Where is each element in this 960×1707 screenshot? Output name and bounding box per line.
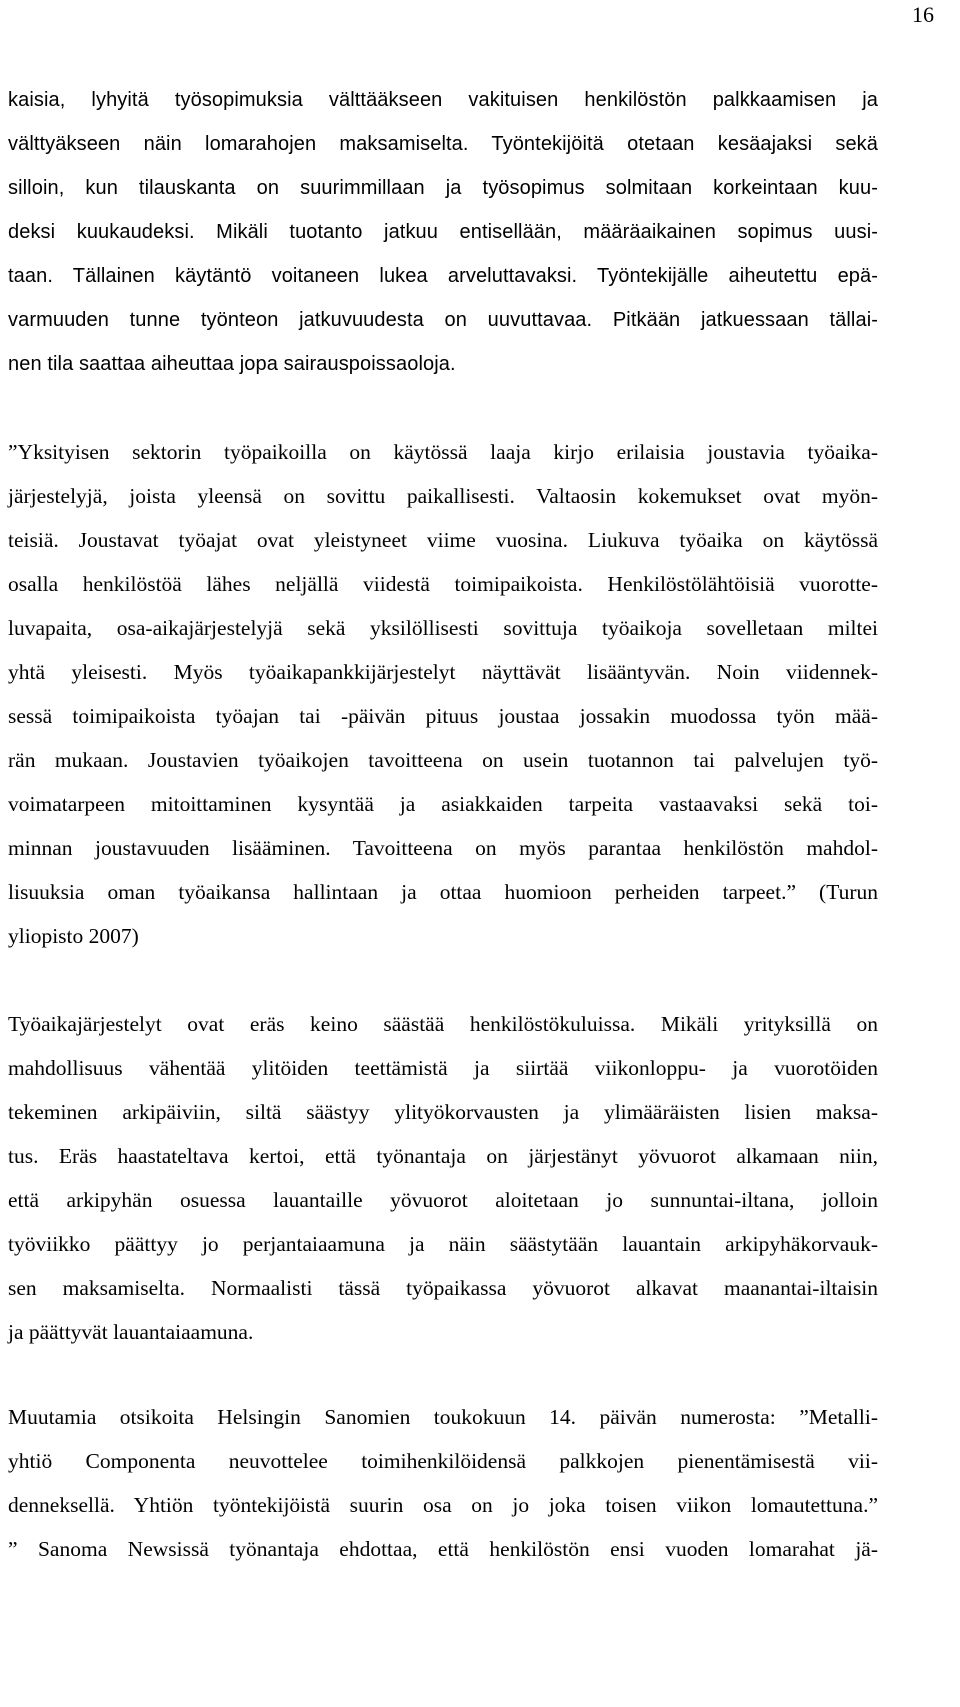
text-line: tekeminen arkipäiviin, siltä säästyy ylityökorvausten ja ylimääräisten lisien maksa- — [8, 1100, 878, 1124]
text-line: teisiä. Joustavat työajat ovat yleistyneet viime vuosina. Liukuva työaika on käytössä — [8, 528, 878, 552]
text-line: voimatarpeen mitoittaminen kysyntää ja asiakkaiden tarpeita vastaavaksi sekä toi- — [8, 792, 878, 816]
text-line: mahdollisuus vähentää ylitöiden teettämistä ja siirtää viikonloppu- ja vuorotöiden — [8, 1056, 878, 1080]
text-line: denneksellä. Yhtiön työntekijöistä suurin osa on jo joka toisen viikon lomautettuna.” — [8, 1493, 878, 1517]
text-line: välttyäkseen näin lomarahojen maksamiselta. Työntekijöitä otetaan kesäajaksi sekä — [8, 133, 878, 155]
text-line: taan. Tällainen käytäntö voitaneen lukea arveluttavaksi. Työntekijälle aiheutettu epä- — [8, 265, 878, 287]
text-line: silloin, kun tilauskanta on suurimmillaan ja työsopimus solmitaan korkeintaan kuu- — [8, 177, 878, 199]
page-number: 16 — [912, 2, 934, 27]
text-line: deksi kuukaudeksi. Mikäli tuotanto jatkuu entisellään, määräaikainen sopimus uusi- — [8, 221, 878, 243]
paragraph-temporary-contracts — [8, 78, 878, 386]
text-line: luvapaita, osa-aikajärjestelyjä sekä yksilöllisesti sovittuja työaikoja sovelletaan miltei — [8, 616, 878, 640]
text-line: yhtä yleisesti. Myös työaikapankkijärjestelyt näyttävät lisääntyvän. Noin viidennek- — [8, 660, 878, 684]
text-line: rän mukaan. Joustavien työaikojen tavoitteena on usein tuotannon tai palvelujen työ- — [8, 748, 878, 772]
text-line: että arkipyhän osuessa lauantaille yövuorot aloitetaan jo sunnuntai-iltana, jolloin — [8, 1188, 878, 1212]
text-line: järjestelyjä, joista yleensä on sovittu paikallisesti. Valtaosin kokemukset ovat myön- — [8, 484, 878, 508]
text-line: ”Yksityisen sektorin työpaikoilla on käytössä laaja kirjo erilaisia joustavia työaika- — [8, 440, 878, 464]
text-line: osalla henkilöstöä lähes neljällä viidestä toimipaikoista. Henkilöstölähtöisiä vuorotte- — [8, 572, 878, 596]
text-line: lisuuksia oman työaikansa hallintaan ja ottaa huomioon perheiden tarpeet.” (Turun — [8, 880, 878, 904]
text-line: sen maksamiselta. Normaalisti tässä työpaikassa yövuorot alkavat maanantai-iltaisin — [8, 1276, 878, 1300]
paragraph-working-time-arrangements — [8, 1002, 878, 1354]
text-line: minnan joustavuuden lisääminen. Tavoitteena on myös parantaa henkilöstön mahdol- — [8, 836, 878, 860]
text-line: sessä toimipaikoista työajan tai -päivän pituus joustaa jossakin muodossa työn mää- — [8, 704, 878, 728]
text-line: ja päättyvät lauantaiaamuna. — [8, 1320, 254, 1344]
text-line: kaisia, lyhyitä työsopimuksia välttääkseen vakituisen henkilöstön palkkaamisen ja — [8, 89, 878, 111]
paragraph-spacer — [8, 1354, 878, 1395]
text-line: työviikko päättyy jo perjantaiaamuna ja näin säästytään lauantain arkipyhäkorvauk- — [8, 1232, 878, 1256]
paragraph-quote-private-sector — [8, 430, 878, 958]
paragraph-spacer — [8, 386, 878, 430]
text-line: nen tila saattaa aiheuttaa jopa sairauspoissaoloja. — [8, 353, 456, 375]
text-line: varmuuden tunne työnteon jatkuvuudesta on uuvuttavaa. Pitkään jatkuessaan tällai- — [8, 309, 878, 331]
text-line: ” Sanoma Newsissä työnantaja ehdottaa, että henkilöstön ensi vuoden lomarahat jä- — [8, 1537, 878, 1561]
text-line: yliopisto 2007) — [8, 924, 139, 948]
text-line: Työaikajärjestelyt ovat eräs keino säästää henkilöstökuluissa. Mikäli yrityksillä on — [8, 1012, 878, 1036]
paragraph-spacer — [8, 958, 878, 1002]
document-body — [8, 78, 878, 1571]
text-line: Muutamia otsikoita Helsingin Sanomien toukokuun 14. päivän numerosta: ”Metalli- — [8, 1405, 878, 1429]
paragraph-newspaper-headlines — [8, 1395, 878, 1571]
text-line: tus. Eräs haastateltava kertoi, että työnantaja on järjestänyt yövuorot alkamaan niin, — [8, 1144, 878, 1168]
text-line: yhtiö Componenta neuvottelee toimihenkilöidensä palkkojen pienentämisestä vii- — [8, 1449, 878, 1473]
